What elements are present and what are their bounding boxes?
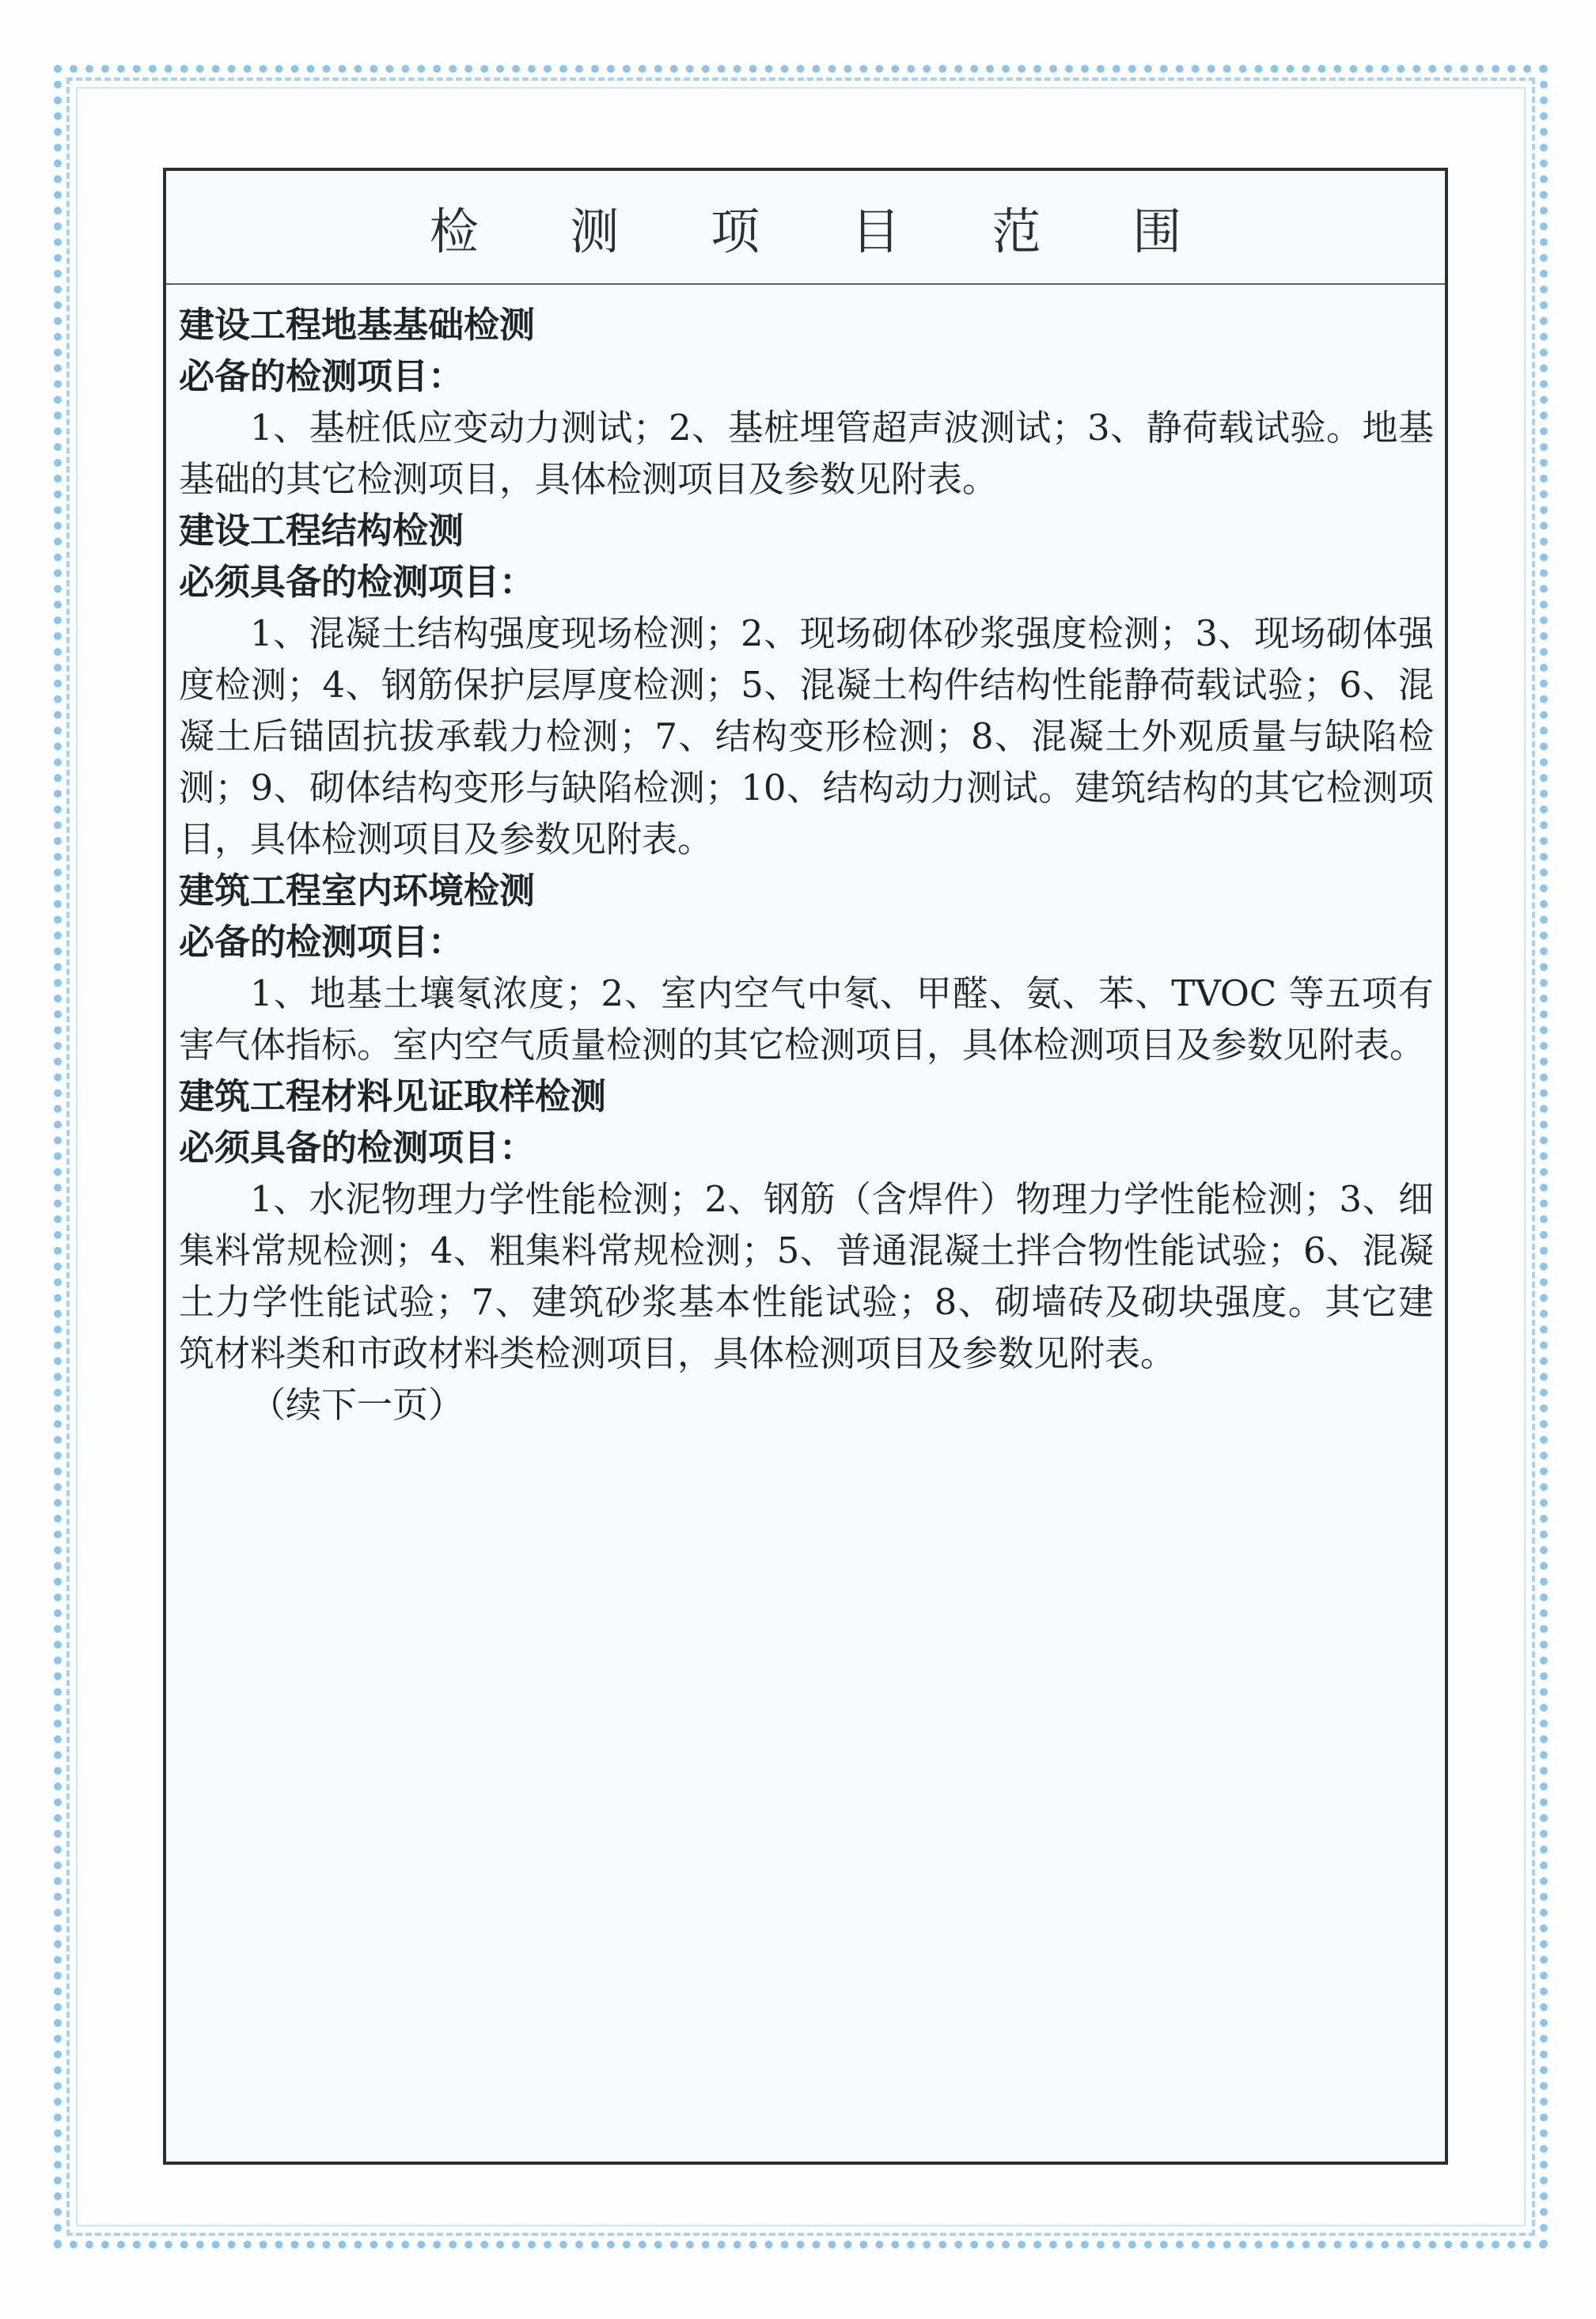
- section-subheading: 必备的检测项目：: [179, 921, 464, 963]
- section-heading: 建设工程地基基础检测: [179, 304, 536, 346]
- page-title: 检 测 项 目 范 围: [429, 202, 1220, 260]
- section-body: 1、基桩低应变动力测试；2、基桩埋管超声波测试；3、静荷载试验。地基基础的其它检测项目，具体检测项目及参数见附表。: [179, 407, 1434, 500]
- section-subheading: 必备的检测项目：: [179, 355, 464, 397]
- section-subheading: 必须具备的检测项目：: [179, 561, 536, 603]
- section-heading: 建筑工程室内环境检测: [179, 870, 536, 911]
- section-heading: 建筑工程材料见证取样检测: [179, 1075, 607, 1117]
- section-foundation: [179, 299, 1434, 505]
- section-materials: [179, 1070, 1434, 1379]
- title-row: [166, 171, 1445, 285]
- section-body: 1、混凝土结构强度现场检测；2、现场砌体砂浆强度检测；3、现场砌体强度检测；4、钢筋保护层厚度检测；5、混凝土构件结构性能静荷载试验；6、混凝土后锚固抗拔承载力检测；7、结构变形检测；8、混凝土外观质量与缺陷检测；9、砌体结构变形与缺陷检测；10、结构动力测试。建筑结构的其它检测项目，具体检测项目及参数见附表。: [179, 612, 1434, 860]
- continue-note: （续下一页）: [250, 1384, 464, 1426]
- scope-content: [166, 285, 1445, 1430]
- scope-table: [163, 168, 1448, 2165]
- section-indoor-environment: [179, 865, 1434, 1070]
- section-body: 1、水泥物理力学性能检测；2、钢筋（含焊件）物理力学性能检测；3、细集料常规检测；4、粗集料常规检测；5、普通混凝土拌合物性能试验；6、混凝土力学性能试验；7、建筑砂浆基本性能试验；8、砌墙砖及砌块强度。其它建筑材料类和市政材料类检测项目，具体检测项目及参数见附表。: [179, 1178, 1434, 1374]
- section-heading: 建设工程结构检测: [179, 510, 464, 551]
- section-subheading: 必须具备的检测项目：: [179, 1127, 536, 1169]
- section-body: 1、地基土壤氡浓度；2、室内空气中氡、甲醛、氨、苯、TVOC 等五项有害气体指标。室内空气质量检测的其它检测项目，具体检测项目及参数见附表。: [179, 972, 1434, 1066]
- section-structure: [179, 505, 1434, 865]
